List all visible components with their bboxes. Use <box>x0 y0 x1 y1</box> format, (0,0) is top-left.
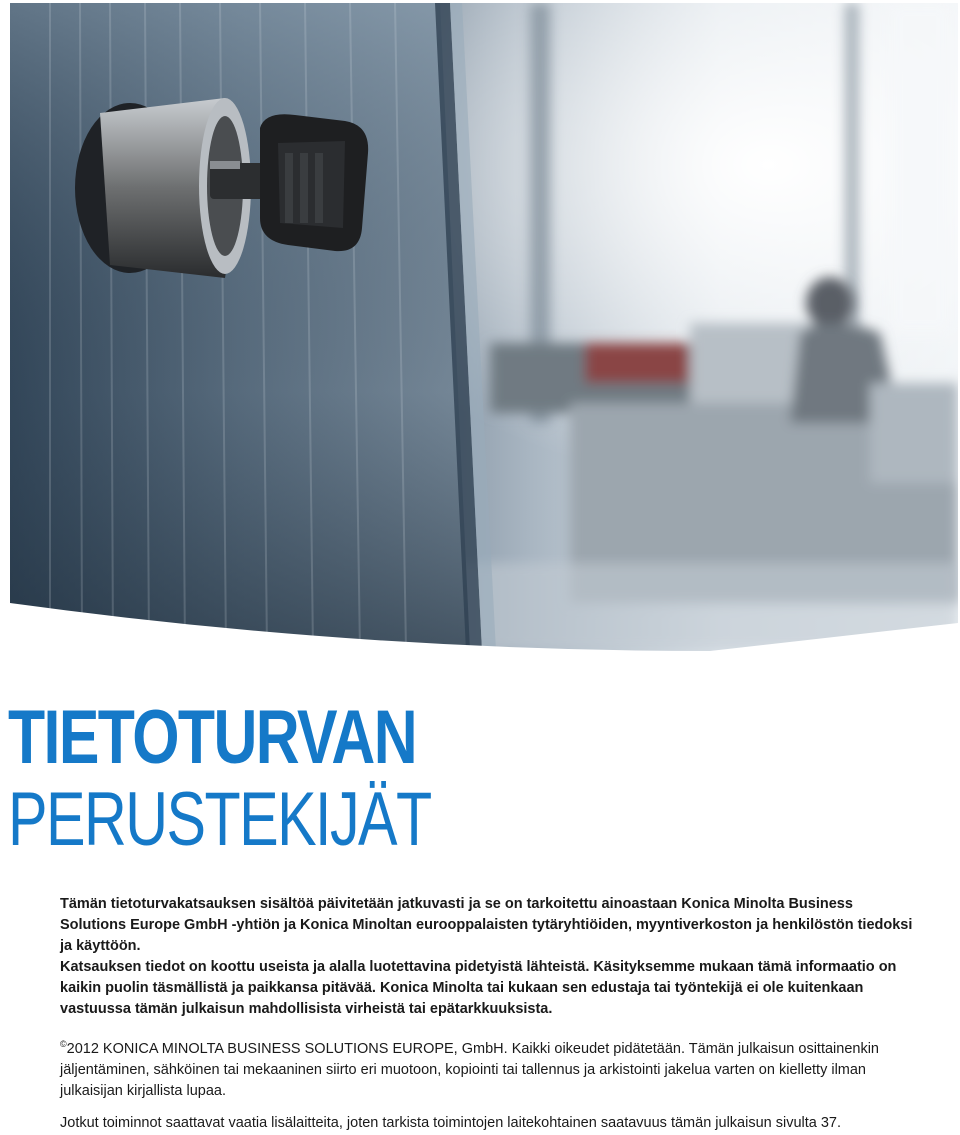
footnote-text: Jotkut toiminnot saattavat vaatia lisälaitteita, joten tarkista toimintojen laitekohtainen saatavuus tämän julkaisun sivulta 37. <box>60 1115 842 1131</box>
door-lock-key-photo-icon <box>10 3 958 651</box>
title-line-1: TIETOTURVAN <box>8 695 417 780</box>
disclaimer-paragraph-1: Tämän tietoturvakatsauksen sisältöä päivitetään jatkuvasti ja se on tarkoitettu ainoastaan Konica Minolta Business Solutions Europe GmbH -yhtiön ja Konica Minoltan eurooppalaisten tytäryhtiöiden, myyntiverkoston ja henkilöstön tiedoksi ja käyttöön. <box>60 896 913 954</box>
page-title <box>8 695 708 862</box>
disclaimer-paragraph-2: Katsauksen tiedot on koottu useista ja alalla luotettavina pidetyistä lähteistä. Käsityksemme mukaan tämä informaatio on kaikin puolin täsmällistä ja paikkansa pitävää. Konica Minolta tai kukaan sen edustaja tai työntekijä ei ole kuitenkaan vastuussa tämän julkaisun mahdollisista virheistä tai epätarkkuuksista. <box>60 959 897 1017</box>
disclaimer-block <box>60 894 920 1020</box>
footnote <box>60 1113 920 1134</box>
copyright-text: 2012 KONICA MINOLTA BUSINESS SOLUTIONS EUROPE, GmbH. Kaikki oikeudet pidätetään. Tämän julkaisun osittainenkin jäljentäminen, sähköinen tai mekaaninen siirto eri muotoon, kopiointi tai tallennus ja arkistointi jakelua varten on kielletty ilman julkaisijan kirjallista lupaa. <box>60 1041 879 1099</box>
title-line-2: PERUSTEKIJÄT <box>8 777 431 862</box>
copyright-block <box>60 1034 920 1102</box>
hero-photo <box>10 3 958 651</box>
copyright-symbol: © <box>60 1039 67 1049</box>
